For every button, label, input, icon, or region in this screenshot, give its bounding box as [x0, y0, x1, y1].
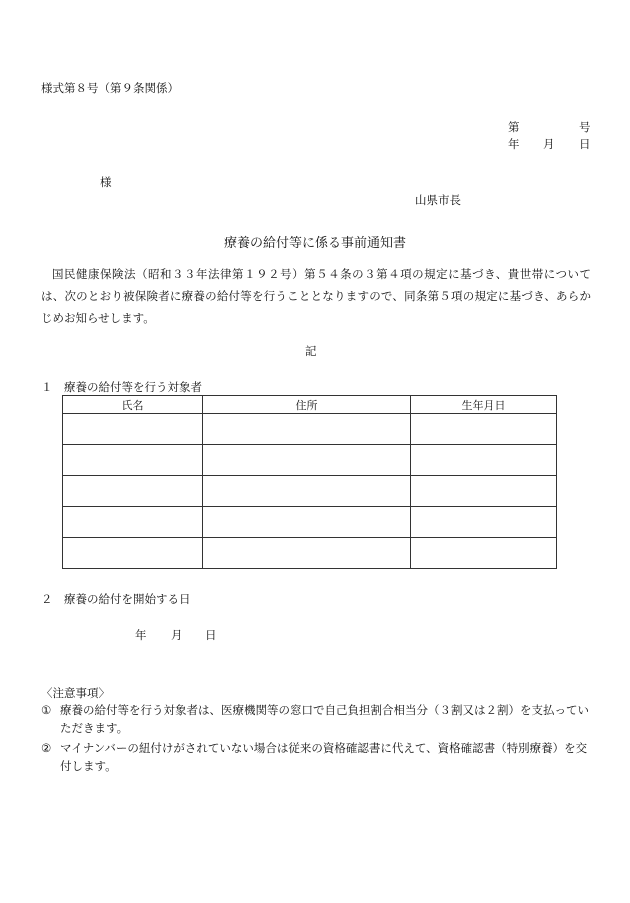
- column-header-name: 氏名: [63, 396, 203, 414]
- number-suffix: 号: [579, 120, 591, 134]
- table-row: [63, 507, 557, 538]
- cell-birthdate: [411, 445, 557, 476]
- form-id: 様式第８号（第９条関係）: [41, 81, 179, 95]
- number-prefix: 第: [508, 120, 520, 134]
- section1-heading: １ 療養の給付等を行う対象者: [41, 380, 202, 394]
- notes-heading: 〈注意事項〉: [41, 686, 110, 700]
- cell-address: [203, 507, 411, 538]
- cell-name: [63, 476, 203, 507]
- cell-birthdate: [411, 538, 557, 569]
- table-header-row: [63, 396, 557, 414]
- cell-name: [63, 414, 203, 445]
- table-row: [63, 538, 557, 569]
- note-marker-2: ②: [41, 741, 52, 755]
- table-row: [63, 476, 557, 507]
- page-title: 療養の給付等に係る事前通知書: [223, 236, 406, 251]
- ki-marker: 記: [305, 344, 317, 358]
- cell-name: [63, 507, 203, 538]
- cell-birthdate: [411, 476, 557, 507]
- start-month: 月: [171, 628, 183, 642]
- cell-address: [203, 476, 411, 507]
- body-text: 国民健康保険法（昭和３３年法律第１９２号）第５４条の３第４項の規定に基づき、貴世帯については、次のとおり被保険者に療養の給付等を行うこととなりますので、同条第５項の規定に基づき、あらかじめお知らせします。: [41, 267, 591, 325]
- date-day: 日: [579, 137, 591, 151]
- note-marker-1: ①: [41, 703, 52, 717]
- date-month: 月: [543, 137, 555, 151]
- note-text-1: 療養の給付等を行う対象者は、医療機関等の窓口で自己負担割合相当分（３割又は２割）を支払っていただきます。: [60, 703, 589, 735]
- table-row: [63, 445, 557, 476]
- section2-heading: ２ 療養の給付を開始する日: [41, 592, 191, 606]
- issuer: 山県市長: [415, 193, 461, 207]
- cell-address: [203, 445, 411, 476]
- table-row: [63, 414, 557, 445]
- column-header-address: 住所: [203, 396, 411, 414]
- cell-address: [203, 538, 411, 569]
- cell-name: [63, 445, 203, 476]
- target-person-table: [62, 395, 557, 569]
- cell-address: [203, 414, 411, 445]
- start-year: 年: [135, 628, 147, 642]
- note-text-2: マイナンバーの紐付けがされていない場合は従来の資格確認書に代えて、資格確認書（特別療養）を交付します。: [60, 741, 588, 773]
- start-day: 日: [205, 628, 217, 642]
- cell-birthdate: [411, 414, 557, 445]
- column-header-birthdate: 生年月日: [411, 396, 557, 414]
- cell-birthdate: [411, 507, 557, 538]
- addressee-suffix: 様: [100, 175, 112, 189]
- date-year: 年: [508, 137, 520, 151]
- cell-name: [63, 538, 203, 569]
